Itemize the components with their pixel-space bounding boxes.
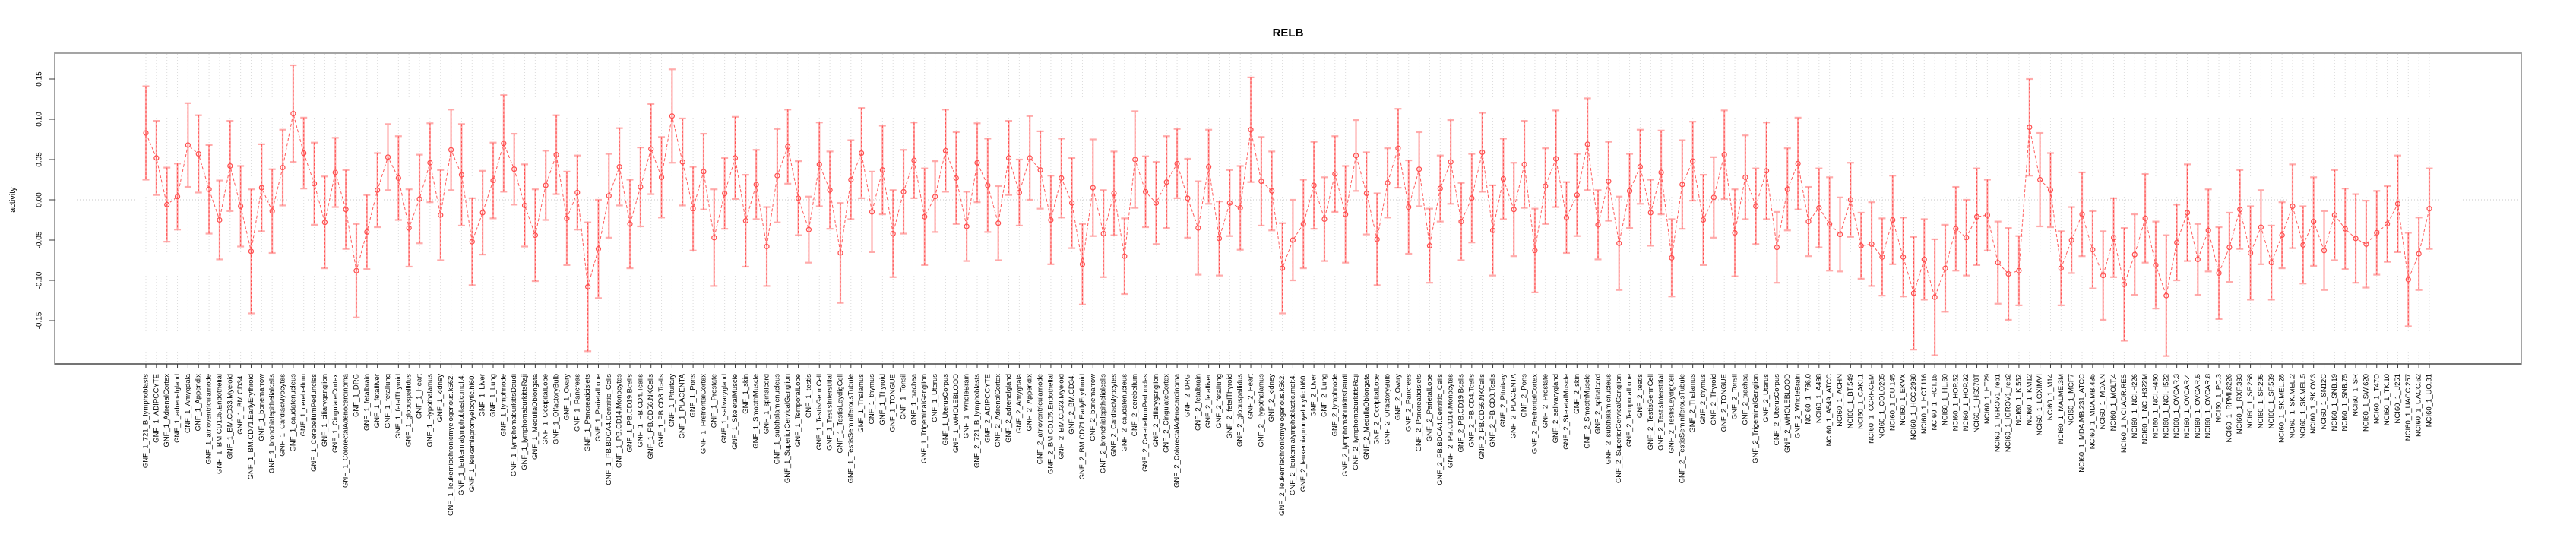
x-category-label: GNF_1_AdrenalCortex xyxy=(163,374,172,447)
x-category-label: GNF_1_TestisGermCell xyxy=(815,374,824,451)
y-tick-label: 0.05 xyxy=(35,152,44,167)
x-category-label: GNF_1_TrigeminalGanglion xyxy=(920,374,929,463)
x-category-label: GNF_1_TemporalLobe xyxy=(794,374,803,447)
x-category-label: NCI60_1_U251 xyxy=(2393,374,2402,424)
x-category-label: NCI60_1_NCI.H322M xyxy=(2141,374,2150,444)
x-category-label: GNF_2_Pancreaticislets xyxy=(1415,374,1424,452)
x-category-label: GNF_2_TestisGermCell xyxy=(1646,374,1655,451)
series-line xyxy=(146,114,2429,298)
x-category-label: GNF_2_TestisSeminiferousTubule xyxy=(1678,374,1687,484)
x-category-label: GNF_1_fetalbrain xyxy=(362,374,372,431)
x-category-label: GNF_2_Ovary xyxy=(1394,374,1403,421)
x-category-label: NCI60_1_OVCAR.5 xyxy=(2193,374,2202,438)
x-category-label: GNF_2_lymphomaburkittsDaudi xyxy=(1341,374,1350,477)
x-category-label: GNF_1_PB.CD14.Monocytes xyxy=(615,374,624,469)
x-category-label: GNF_2_Pons xyxy=(1520,374,1529,418)
x-category-label: GNF_2_Thyroid xyxy=(1709,374,1718,425)
x-category-label: GNF_2_Prostate xyxy=(1541,374,1550,428)
x-category-label: GNF_2_TestisLeydigCell xyxy=(1667,374,1676,454)
x-category-label: GNF_2_SuperiorCervicalGanglion xyxy=(1615,374,1624,484)
y-tick-label: 0.15 xyxy=(35,71,44,87)
x-category-label: GNF_2_ParietalLobe xyxy=(1425,374,1434,442)
x-category-label: GNF_1_CingulateCortex xyxy=(331,374,340,454)
x-category-label: GNF_2_atrioventricularnode xyxy=(1036,374,1045,465)
x-category-label: NCI60_1_MDA.MB.231_ATCC xyxy=(2078,374,2087,473)
x-category-label: GNF_2_721_B_lymphoblasts xyxy=(973,374,982,469)
x-category-label: GNF_2_TestisInterstitial xyxy=(1657,374,1666,451)
x-category-label: GNF_2_lymphomaburkittsRaji xyxy=(1352,374,1361,470)
x-category-label: NCI60_1_ACHN xyxy=(1836,374,1845,427)
x-category-label: GNF_2_Tonsil xyxy=(1730,374,1739,420)
x-category-label: GNF_1_adrenalgland xyxy=(173,374,182,443)
x-category-label: NCI60_1_SN12C xyxy=(2320,374,2329,430)
x-category-label: GNF_2_Lung xyxy=(1320,374,1329,418)
x-category-label: GNF_1_SuperiorCervicalGanglion xyxy=(783,374,793,484)
x-category-label: NCI60_1_OVCAR.3 xyxy=(2173,374,2182,438)
x-category-label: GNF_1_SkeletalMuscle xyxy=(730,374,739,450)
y-tick-label: 0.00 xyxy=(35,192,44,207)
x-category-label: NCI60_1_A549_ATCC xyxy=(1825,374,1834,447)
x-category-label: GNF_2_TemporalLobe xyxy=(1625,374,1635,447)
x-category-label: GNF_1_PB.CD19.Bcells xyxy=(625,374,635,453)
x-category-label: NCI60_1_CAKI.1 xyxy=(1856,374,1866,429)
x-category-label: GNF_1_Heart xyxy=(415,374,424,419)
x-category-label: NCI60_1_RPMI.8226 xyxy=(2225,374,2234,443)
x-category-label: NCI60_1_MDA.N xyxy=(2099,374,2108,430)
x-category-label: GNF_2_Hypothalamus xyxy=(1257,374,1266,447)
x-category-label: GNF_1_atrioventricularnode xyxy=(204,374,214,465)
x-category-label: GNF_1_WholeBrain xyxy=(962,374,971,439)
x-category-label: GNF_1_Ovary xyxy=(562,374,571,421)
x-category-label: GNF_1_salivarygland xyxy=(720,374,729,444)
x-category-label: GNF_2_PrefrontalCortex xyxy=(1530,374,1540,454)
x-category-label: GNF_2_PB.CD14.Monocytes xyxy=(1446,374,1455,469)
x-category-label: NCI60_1_786.0 xyxy=(1804,374,1813,425)
x-category-label: NCI60_1_TK.10 xyxy=(2383,374,2392,426)
x-category-label: GNF_1_OlfactoryBulb xyxy=(552,374,561,444)
x-category-label: GNF_2_fetalbrain xyxy=(1194,374,1203,431)
x-category-label: GNF_1_Pancreas xyxy=(573,374,582,432)
x-category-label: NCI60_1_COLO205 xyxy=(1878,374,1887,439)
x-category-label: GNF_1_WHOLEBLOOD xyxy=(951,374,960,453)
series-layer xyxy=(146,114,2429,298)
x-category-label: GNF_1_PLACENTA xyxy=(678,374,687,439)
grid-layer xyxy=(55,54,2521,363)
x-category-label: NCI60_1_T47D xyxy=(2372,374,2381,425)
x-category-label: GNF_1_Amygdala xyxy=(183,374,192,434)
x-category-label: NCI60_1_HCC.2998 xyxy=(1909,374,1918,441)
x-category-label: GNF_1_bronchialepithelialcells xyxy=(267,374,277,473)
x-category-label: GNF_1_Thalamus xyxy=(857,374,866,433)
y-tick-label: -0.15 xyxy=(35,311,44,330)
x-category-label: GNF_2_kidney xyxy=(1267,374,1277,422)
x-category-label: GNF_1_Lung xyxy=(489,374,498,418)
x-category-label: GNF_2_bronchialepithelialcells xyxy=(1099,374,1108,473)
x-category-label: NCI60_1_NCI.H522 xyxy=(2162,374,2171,438)
x-category-label: GNF_2_BM.CD71.EarlyErythroid xyxy=(1078,374,1087,480)
x-category-label: GNF_1_PB.CD56.NKCells xyxy=(647,374,656,460)
x-category-label: NCI60_1_HL.60 xyxy=(1941,374,1950,426)
x-category-label: GNF_2_salivarygland xyxy=(1552,374,1561,444)
x-category-label: GNF_2_skin xyxy=(1572,374,1581,414)
x-category-label: NCI60_1_SNB.75 xyxy=(2340,374,2350,432)
x-category-label: NCI60_1_MOLT.4 xyxy=(2109,374,2119,432)
x-category-label: GNF_2_BM.CD33.Myeloid xyxy=(1057,374,1066,460)
x-category-label: GNF_1_skin xyxy=(741,374,750,414)
x-category-label: GNF_1_CardiacMyocytes xyxy=(278,374,287,457)
x-category-label: GNF_1_PB.BDCA4.Dentritic_Cells xyxy=(604,374,613,485)
x-category-label: GNF_2_TONGUE xyxy=(1720,374,1729,432)
x-category-label: GNF_2_CingulateCortex xyxy=(1162,374,1171,454)
x-category-label: NCI60_1_HCT.15 xyxy=(1930,374,1939,431)
x-category-label: GNF_1_Pancreaticislets xyxy=(584,374,593,452)
x-category-label: GNF_1_kidney xyxy=(436,374,445,422)
x-category-label: NCI60_1_SW.620 xyxy=(2362,374,2371,432)
x-category-label: NCI60_1_UACC.62 xyxy=(2414,374,2423,437)
x-category-label: NCI60_1_HT29 xyxy=(1983,374,1992,425)
x-category-label: GNF_1_ADIPOCYTE xyxy=(152,374,161,443)
x-category-label: NCI60_1_CCRF.CEM xyxy=(1867,374,1876,444)
x-category-label: GNF_2_OlfactoryBulb xyxy=(1383,374,1392,444)
x-category-label: NCI60_1_SK.OV.3 xyxy=(2309,374,2318,434)
x-category-label: GNF_2_bonemarrow xyxy=(1088,374,1097,441)
x-category-label: GNF_2_Thalamus xyxy=(1688,374,1698,433)
x-category-label: NCI60_1_SK.MEL.2 xyxy=(2288,374,2297,439)
x-category-label: GNF_1_MedullaOblongata xyxy=(530,374,540,460)
x-category-label: GNF_2_Amygdala xyxy=(1014,374,1024,434)
x-category-label: GNF_2_MedullaOblongata xyxy=(1362,374,1371,460)
x-category-label: GNF_1_cerebellum xyxy=(299,374,309,437)
x-category-label: NCI60_1_SF.295 xyxy=(2256,374,2265,429)
x-category-label: GNF_1_Prostate xyxy=(710,374,719,428)
x-category-label: GNF_1_PB.CD8.Tcells xyxy=(657,374,666,447)
x-category-label: GNF_1_PrefrontalCortex xyxy=(699,374,708,454)
x-category-label: GNF_1_TestisSeminiferousTubule xyxy=(847,374,856,484)
x-category-label: GNF_2_Pituitary xyxy=(1498,373,1508,428)
x-category-label: GNF_1_subthalamicnucleus xyxy=(773,373,782,465)
x-category-label: NCI60_1_SK.MEL.5 xyxy=(2299,374,2308,439)
x-category-label: GNF_1_TestisInterstitial xyxy=(825,374,834,451)
x-category-label: GNF_2_spinalcord xyxy=(1593,374,1603,435)
x-category-label: NCI60_1_UO.31 xyxy=(2425,374,2434,428)
x-category-label: GNF_2_PLACENTA xyxy=(1509,374,1518,439)
x-category-label: GNF_2_TrigeminalGanglion xyxy=(1752,374,1761,463)
x-category-label: GNF_1_globuspallidus xyxy=(404,374,413,447)
x-category-label: NCI60_1_SNB.19 xyxy=(2330,374,2339,432)
x-category-label: GNF_1_BM.CD71.EarlyErythroid xyxy=(246,374,255,480)
x-category-label: GNF_2_subthalamicnucleus xyxy=(1604,374,1613,465)
x-category-label: GNF_2_PB.CD4.Tcells xyxy=(1467,374,1476,447)
x-category-label: GNF_1_Pituitary xyxy=(667,374,676,428)
x-category-label: GNF_1_Liver xyxy=(478,374,487,417)
x-category-label: GNF_1_lymphomaburkittsDaudi xyxy=(510,374,519,477)
x-category-label: GNF_1_Tonsil xyxy=(899,374,908,420)
x-category-label: NCI60_1_RXF.393 xyxy=(2236,374,2245,435)
x-category-label: NCI60_1_PC.3 xyxy=(2214,374,2223,422)
x-category-label: GNF_1_DRG xyxy=(352,373,361,418)
x-category-label: NCI60_1_HS578T xyxy=(1973,374,1982,433)
x-category-label: GNF_2_Pancreas xyxy=(1404,374,1413,432)
x-category-label: GNF_2_lymphnode xyxy=(1331,374,1340,437)
x-category-label: GNF_2_leukemialymphoblastic.molt4. xyxy=(1288,374,1297,495)
x-category-label: GNF_2_OccipitalLobe xyxy=(1372,374,1381,445)
x-category-label: NCI60_1_IGROV1_rep1 xyxy=(1993,374,2002,452)
x-category-label: NCI60_1_OVCAR.4 xyxy=(2182,374,2191,438)
x-category-label: NCI60_1_SR xyxy=(2351,374,2360,416)
x-category-label: GNF_2_ColorectalAdenocarcinoma xyxy=(1172,374,1182,488)
x-category-label: NCI60_1_IGROV1_rep2 xyxy=(2004,374,2013,452)
x-category-label: GNF_1_lymphnode xyxy=(499,374,508,437)
x-category-label: GNF_1_UterusCorpus xyxy=(941,374,950,446)
x-category-label: GNF_1_Uterus xyxy=(931,374,940,422)
x-category-label: GNF_1_ColorectalAdenocarcinoma xyxy=(341,374,350,488)
x-category-label: GNF_2_globuspallidus xyxy=(1236,374,1245,447)
x-category-label: GNF_2_PB.BDCA4.Dentritic_Cells xyxy=(1435,374,1445,485)
plot-border xyxy=(55,53,2521,364)
x-category-label: GNF_2_trachea xyxy=(1741,374,1750,425)
x-category-label: GNF_1_fetalliver xyxy=(373,374,382,428)
x-category-label: GNF_1_OccipitalLobe xyxy=(541,374,550,445)
x-category-label: GNF_2_caudatenucleus xyxy=(1120,374,1129,452)
x-category-label: GNF_2_PB.CD8.Tcells xyxy=(1489,374,1498,447)
x-category-label: GNF_2_fetallung xyxy=(1214,374,1223,428)
x-category-label: GNF_2_PB.CD56.NKCells xyxy=(1478,373,1487,460)
x-category-label: NCI60_1_SF.268 xyxy=(2246,374,2255,429)
x-category-label: NCI60_1_K.562 xyxy=(2014,374,2024,425)
x-category-label: GNF_1_CerebellumPeduncles xyxy=(310,374,319,472)
x-category-label: NCI60_1_LOXIMVI xyxy=(2036,374,2045,436)
x-category-label: NCI60_1_MDA.MB.435 xyxy=(2088,374,2097,450)
x-category-label: GNF_1_Appendix xyxy=(194,374,203,432)
x-category-label: GNF_2_Appendix xyxy=(1025,374,1034,432)
x-category-label: GNF_1_fetalThyroid xyxy=(394,374,403,439)
x-category-label: GNF_2_leukemiachronicmyelogenous.k562. xyxy=(1278,374,1287,516)
x-category-label: NCI60_1_HOP.92 xyxy=(1962,374,1971,432)
x-category-label: GNF_1_spinalcord xyxy=(762,373,771,435)
x-category-label: GNF_2_UterusCorpus xyxy=(1772,374,1781,446)
x-category-label: GNF_1_trachea xyxy=(910,374,919,425)
x-category-label: GNF_1_ciliaryganglion xyxy=(320,374,329,447)
x-category-label: GNF_1_TONGUE xyxy=(888,374,897,432)
x-category-label: GNF_1_leukemiachronicmyelogenous.k562. xyxy=(447,374,456,516)
x-category-label: GNF_1_721_B_lymphoblasts xyxy=(141,374,150,469)
x-category-label: GNF_2_BM.CD105.Endothelial xyxy=(1046,374,1055,475)
x-category-label: GNF_1_BM.CD34. xyxy=(236,374,245,435)
x-category-label: GNF_2_BM.CD34. xyxy=(1068,374,1077,435)
x-category-label: GNF_1_fetallung xyxy=(384,374,393,428)
x-category-label: NCI60_1_NCI.H460 xyxy=(2151,374,2160,438)
x-category-label: GNF_1_leukemialymphoblastic.molt4. xyxy=(457,374,466,495)
x-category-label: NCI60_1_MALME.3M xyxy=(2056,374,2065,444)
errorbar-layer xyxy=(143,65,2433,356)
x-category-label: GNF_1_leukemiapromyelocytic.hl60. xyxy=(467,374,476,492)
x-category-label: GNF_1_PB.CD4.Tcells xyxy=(636,374,645,447)
x-category-label: GNF_1_caudatenucleus xyxy=(289,374,298,452)
x-category-label: NCI60_1_KM12 xyxy=(2025,374,2034,425)
x-category-label: NCI60_1_HCT.116 xyxy=(1919,374,1929,435)
y-axis-label: activity xyxy=(8,187,17,213)
x-category-label: GNF_2_cerebellum xyxy=(1131,374,1140,437)
x-category-label: NCI60_1_EKVX xyxy=(1899,374,1908,426)
x-category-label: NCI60_1_M14 xyxy=(2046,374,2055,421)
points-layer xyxy=(144,112,2432,300)
x-category-label: GNF_1_bonemarrow xyxy=(257,374,266,441)
x-category-label: NCI60_1_DU.145 xyxy=(1888,374,1897,431)
x-category-label: GNF_1_lymphomaburkittsRaji xyxy=(521,374,530,470)
x-category-label: GNF_2_CardiacMyocytes xyxy=(1109,374,1119,457)
y-tick-label: -0.10 xyxy=(35,271,44,289)
x-category-label: GNF_2_PB.CD19.Bcells xyxy=(1457,374,1466,453)
x-category-label: GNF_2_thymus xyxy=(1698,374,1707,425)
x-category-label: GNF_2_fetalliver xyxy=(1204,374,1214,428)
x-category-label: GNF_1_Thyroid xyxy=(878,374,887,425)
x-category-label: GNF_2_SkeletalMuscle xyxy=(1562,374,1571,450)
x-category-label: NCI60_1_UACC.257 xyxy=(2404,374,2413,441)
x-category-label: GNF_1_ParietalLobe xyxy=(593,374,603,442)
x-category-label: NCI60_1_A498 xyxy=(1815,374,1824,423)
x-category-label: GNF_2_adrenalgland xyxy=(1005,374,1014,443)
x-category-label: NCI60_1_SK.MEL.28 xyxy=(2277,374,2286,443)
x-category-label: GNF_1_BM.CD33.Myeloid xyxy=(226,374,235,460)
x-category-label: GNF_1_testis xyxy=(804,374,813,419)
x-category-label: NCI60_1_HOP.62 xyxy=(1951,374,1960,432)
x-category-label: GNF_2_ciliaryganglion xyxy=(1151,374,1160,447)
x-category-label: GNF_2_Uterus xyxy=(1762,374,1771,422)
x-category-label: GNF_2_CerebellumPeduncles xyxy=(1141,374,1150,472)
x-category-label: NCI60_1_SF.539 xyxy=(2267,374,2276,429)
x-category-label: NCI60_1_NCI.ADR.RES xyxy=(2119,374,2128,454)
x-category-label: GNF_2_Heart xyxy=(1246,374,1255,419)
x-category-label: GNF_2_leukemiapromyelocytic.hl60. xyxy=(1299,374,1308,492)
x-category-label: GNF_2_Liver xyxy=(1309,374,1318,417)
x-category-label: GNF_2_DRG xyxy=(1183,374,1192,418)
y-tick-label: 0.10 xyxy=(35,112,44,127)
x-category-label: GNF_2_AdrenalCortex xyxy=(994,374,1003,447)
chart-title: RELB xyxy=(1272,27,1304,40)
x-category-label: NCI60_1_OVCAR.8 xyxy=(2204,374,2213,438)
x-category-label: GNF_2_SmoothMuscle xyxy=(1583,374,1592,449)
x-category-label: NCI60_1_NCI.H226 xyxy=(2130,374,2139,438)
y-tick-label: -0.05 xyxy=(35,231,44,249)
x-category-label: NCI60_1_BT.549 xyxy=(1846,374,1855,429)
x-category-label: GNF_1_Hypothalamus xyxy=(426,374,435,447)
x-category-label: GNF_1_TestisLeydigCell xyxy=(836,374,845,454)
x-category-label: GNF_1_Pons xyxy=(688,374,698,418)
x-category-label: GNF_2_WholeBrain xyxy=(1793,374,1802,439)
x-category-label: GNF_2_testis xyxy=(1635,374,1644,419)
x-category-label: GNF_1_BM.CD105.Endothelial xyxy=(215,374,224,475)
x-category-label: NCI60_1_MCF7 xyxy=(2067,374,2076,426)
x-category-label: GNF_2_fetalThyroid xyxy=(1225,374,1234,439)
x-category-label: GNF_1_SmoothMuscle xyxy=(752,373,761,449)
x-category-label: GNF_2_WHOLEBLOOD xyxy=(1783,374,1792,453)
x-category-label: GNF_2_ADIPOCYTE xyxy=(983,374,992,443)
labels-layer xyxy=(36,71,2434,516)
x-category-label: GNF_1_thymus xyxy=(868,374,877,425)
